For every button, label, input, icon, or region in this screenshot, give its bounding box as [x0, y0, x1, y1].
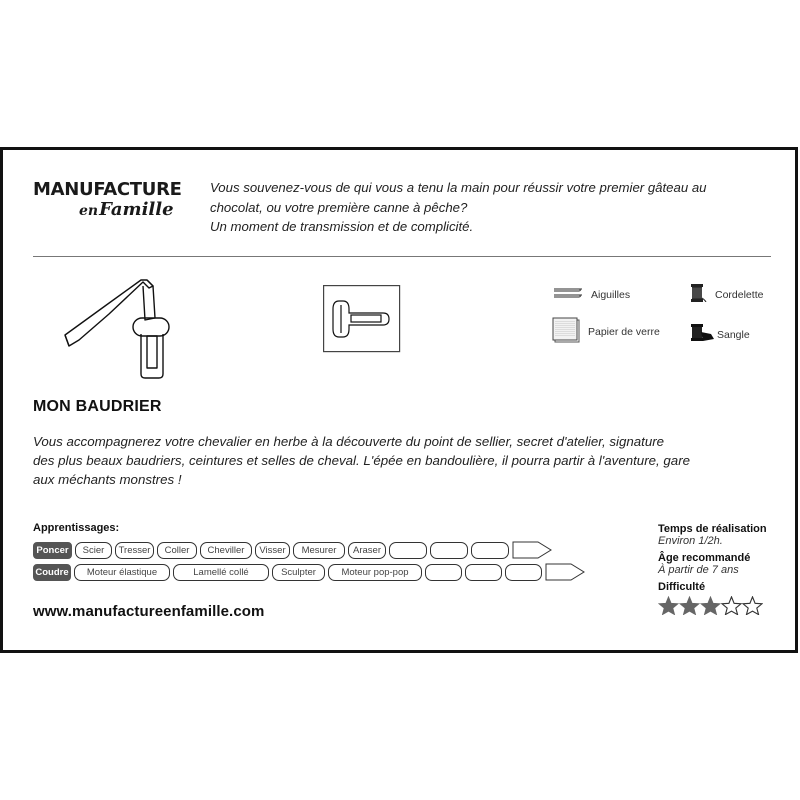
age-label: Âge recommandé	[658, 552, 751, 564]
intro-line: Vous souvenez-vous de qui vous a tenu la main pour réussir votre premier gâteau au	[210, 180, 707, 195]
star-filled-icon	[679, 596, 700, 615]
needles-icon	[553, 286, 583, 303]
skill-pill-active: Coudre	[33, 564, 71, 581]
thread-spool-icon	[689, 284, 707, 305]
skill-pill: Scier	[75, 542, 112, 559]
time-value: Environ 1/2h.	[658, 535, 723, 547]
difficulty-label: Difficulté	[658, 581, 706, 593]
intro-line: Un moment de transmission et de complicité.	[210, 219, 474, 234]
strap-icon	[61, 278, 171, 393]
product-info	[658, 523, 767, 615]
website-link[interactable]: www.manufactureenfamille.com	[33, 603, 265, 620]
description-line: des plus beaux baudriers, ceintures et selles de cheval. L'épée en bandoulière, il pourra partir à l'aventure, gare	[33, 453, 691, 468]
skill-pill-empty	[465, 564, 502, 581]
time-label: Temps de réalisation	[658, 523, 767, 535]
material-label: Aiguilles	[591, 288, 631, 301]
skill-pill: Sculpter	[272, 564, 325, 581]
star-empty-icon	[742, 596, 763, 615]
material-item	[689, 324, 750, 345]
skill-pill: Visser	[255, 542, 290, 559]
age-value: À partir de 7 ans	[658, 564, 739, 576]
skill-pill: Cheviller	[200, 542, 252, 559]
material-label: Cordelette	[715, 288, 764, 301]
material-label: Papier de verre	[588, 325, 660, 338]
material-item	[552, 317, 660, 346]
skill-pill-empty	[471, 542, 509, 559]
logo-wordmark: MANUFACTURE	[33, 179, 182, 200]
skill-pill: Moteur élastique	[74, 564, 170, 581]
skills-row-1	[33, 541, 555, 559]
sandpaper-icon	[552, 317, 580, 346]
skill-pill: Moteur pop-pop	[328, 564, 422, 581]
skill-pill-empty	[430, 542, 468, 559]
material-item	[553, 286, 630, 303]
skill-pill-empty	[505, 564, 542, 581]
skill-pill: Araser	[348, 542, 386, 559]
divider	[33, 256, 771, 257]
brand-logo	[31, 177, 186, 227]
logo-script: enFamille	[79, 199, 174, 220]
intro-line: chocolat, ou votre première canne à pêche?	[210, 199, 468, 215]
material-item	[689, 284, 763, 305]
description-line: Vous accompagnerez votre chevalier en herbe à la découverte du point de sellier, secret d'atelier, signature	[33, 434, 665, 449]
skill-pill: Mesurer	[293, 542, 345, 559]
skill-pill: Coller	[157, 542, 197, 559]
star-empty-icon	[721, 596, 742, 615]
apprentissages-label: Apprentissages:	[33, 522, 120, 534]
skill-pill-active: Poncer	[33, 542, 72, 559]
skill-arrow-icon	[545, 564, 585, 581]
skills-row-2	[33, 563, 588, 581]
description-line: aux méchants monstres !	[33, 472, 182, 487]
skill-pill: Lamellé collé	[173, 564, 269, 581]
product-card	[0, 147, 798, 653]
skill-pill: Tresser	[115, 542, 154, 559]
strap-roll-icon	[689, 324, 715, 345]
star-filled-icon	[658, 596, 679, 615]
difficulty-rating	[658, 596, 767, 615]
skill-pill-empty	[389, 542, 427, 559]
material-label: Sangle	[717, 328, 750, 341]
skill-arrow-icon	[512, 542, 552, 559]
buckle-icon	[323, 285, 401, 358]
intro-text	[210, 178, 790, 237]
product-title: MON BAUDRIER	[33, 398, 162, 415]
star-filled-icon	[700, 596, 721, 615]
skill-pill-empty	[425, 564, 462, 581]
product-description	[33, 432, 778, 489]
